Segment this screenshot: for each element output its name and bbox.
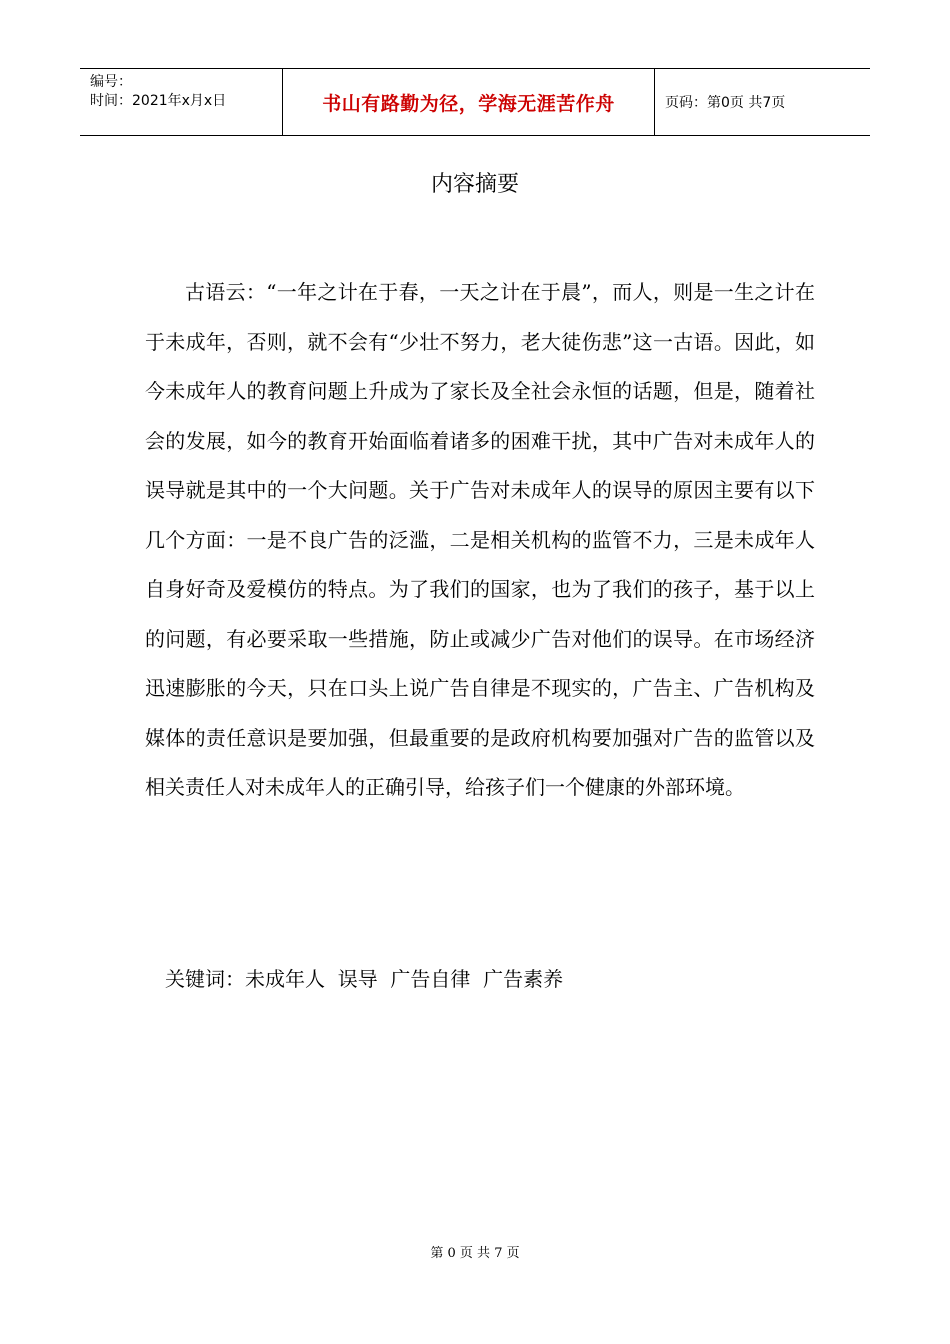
page-footer: 第 0 页 共 7 页	[430, 1246, 520, 1261]
abstract-paragraph: 古语云：“一年之计在于春，一天之计在于晨”，而人，则是一生之计在于未成年，否则，就不会有“少壮不努力，老大徒伤悲”这一古语。因此，如今未成年人的教育问题上升成为了家长及全社会永恒的话题，但是，随着社会的发展，如今的教育开始面临着诸多的困难干扰，其中广告对未成年人的误导就是其中的一个大问题。关于广告对未成年人的误导的原因主要有以下几个方面：一是不良广告的泛滥，二是相关机构的监管不力，三是未成年人自身好奇及爱模仿的特点。为了我们的国家，也为了我们的孩子，基于以上的问题，有必要采取一些措施，防止或减少广告对他们的误导。在市场经济迅速膨胀的今天，只在口头上说广告自律是不现实的，广告主、广告机构及媒体的责任意识是要加强，但最重要的是政府机构要加强对广告的监管以及相关责任人对未成年人的正确引导，给孩子们一个健康的外部环境。	[145, 280, 815, 799]
header-date-label: 时间：2021年x月x日	[90, 93, 227, 109]
header-page-info: 页码：第0页 共7页	[665, 95, 786, 111]
document-title: 内容摘要	[430, 172, 519, 197]
document-header	[80, 68, 870, 136]
header-number-label: 编号：	[90, 74, 132, 90]
header-meta	[80, 69, 283, 135]
keywords-line: 关键词：未成年人 误导 广告自律 广告素养	[165, 967, 564, 991]
header-motto: 书山有路勤为径，学海无涯苦作舟	[283, 69, 655, 135]
